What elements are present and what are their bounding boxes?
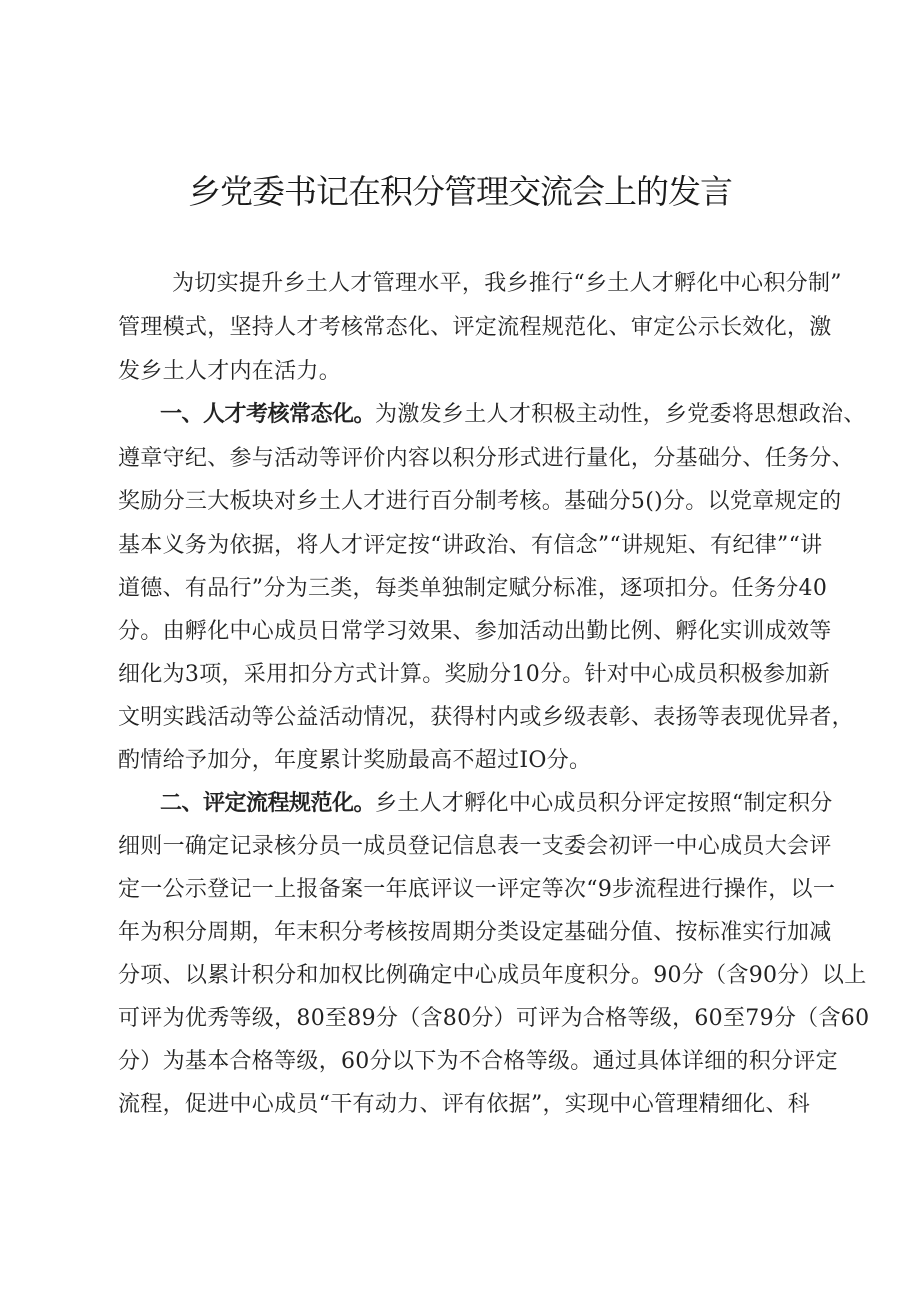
paragraph-line: 奖励分三大板块对乡土人才进行百分制考核。基础分5()分。以党章规定的: [118, 489, 842, 514]
paragraph-line: 细化为3项，采用扣分方式计算。奖励分10分。针对中心成员积极参加新: [118, 662, 830, 687]
paragraph-line: 分。由孵化中心成员日常学习效果、参加活动出勤比例、孵化实训成效等: [118, 619, 832, 644]
paragraph-line: 遵章守纪、参与活动等评价内容以积分形式进行量化，分基础分、任务分、: [118, 446, 854, 471]
paragraph-line: 基本义务为依据，将人才评定按“讲政治、有信念”“讲规矩、有纪律”“讲: [118, 533, 823, 558]
paragraph-line: 细则一确定记录核分员一成员登记信息表一支委会初评一中心成员大会评: [118, 834, 832, 859]
section-heading: 人才考核常态化。: [203, 402, 376, 427]
section-text: 为激发乡土人才积极主动性，乡党委将思想政治、: [375, 402, 866, 427]
paragraph-line: 可评为优秀等级，80至89分（含80分）可评为合格等级，60至79分（含60: [118, 1006, 870, 1031]
paragraph-line: 分项、以累计积分和加权比例确定中心成员年度积分。90分（含90分）以上: [118, 963, 867, 988]
paragraph-line: 定一公示登记一上报备案一年底评议一评定等次“9步流程进行操作，以一: [118, 877, 836, 902]
section-line: [160, 399, 866, 431]
document-title: 乡党委书记在积分管理交流会上的发言: [188, 172, 732, 211]
paragraph-line: 文明实践活动等公益活动情况，获得村内或乡级表彰、表扬等表现优异者，: [118, 705, 854, 730]
section-line: [160, 788, 833, 820]
section-text: 乡土人才孵化中心成员积分评定按照“制定积分: [375, 791, 833, 816]
paragraph-line: 为切实提升乡土人才管理水平，我乡推行“乡土人才孵化中心积分制”: [172, 271, 842, 296]
paragraph-line: 发乡土人才内在活力。: [118, 359, 342, 384]
section-heading: 评定流程规范化。: [203, 791, 376, 816]
paragraph-line: 道德、有品行”分为三类，每类单独制定赋分标准，逐项扣分。任务分40: [118, 576, 828, 601]
section-number: 二、: [160, 791, 204, 816]
paragraph-line: 年为积分周期，年末积分考核按周期分类设定基础分值、按标准实行加减: [118, 920, 832, 945]
paragraph-line: 管理模式，坚持人才考核常态化、评定流程规范化、审定公示长效化，激: [118, 315, 832, 340]
section-number: 一、: [160, 402, 204, 427]
paragraph-line: 流程，促进中心成员“干有动力、评有依据”，实现中心管理精细化、科: [118, 1092, 811, 1117]
paragraph-line: 分）为基本合格等级，60分以下为不合格等级。通过具体详细的积分评定: [118, 1049, 838, 1074]
paragraph-line: 酌情给予加分，年度累计奖励最高不超过IO分。: [118, 748, 592, 773]
